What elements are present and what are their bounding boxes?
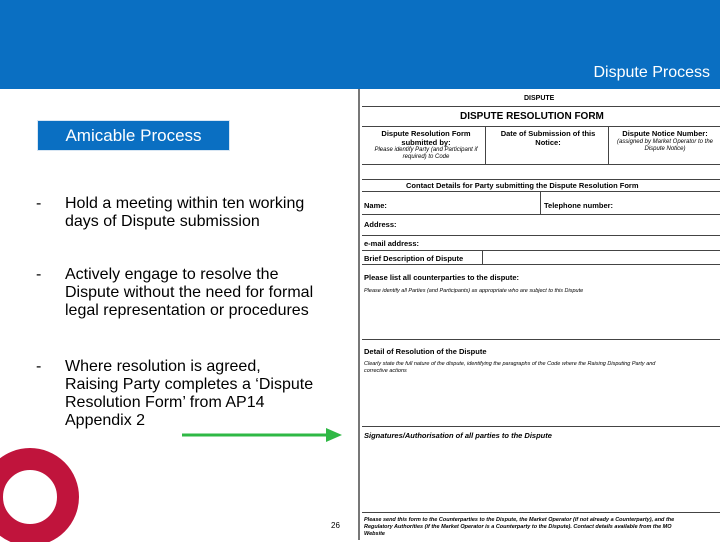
form-top-label: DISPUTE: [524, 95, 555, 102]
header-bar: [0, 0, 720, 89]
bullet-line: Appendix 2: [65, 412, 146, 429]
form-footer: Please send this form to the Counterparties to the Dispute, the Market Operator (if not already a Counterparty), and the Regulatory Authorities (if the Market Operator is a Counterparty to the Dispute). Contact details available from the MO Website: [364, 517, 675, 537]
bullet-text: [65, 195, 343, 231]
counterparties-label: Please list all counterparties to the dispute:: [364, 273, 520, 282]
signatures-heading: Signatures/Authorisation of all parties to the Dispute: [364, 431, 552, 440]
col2-title: Date of Submission of this Notice:: [500, 129, 596, 147]
col3-note: (assigned by Market Operator to the Dispute Notice): [616, 139, 714, 152]
brief-heading: Brief Description of Dispute: [364, 254, 464, 263]
bullet-marker: -: [36, 195, 42, 212]
counterparties-note: Please identify all Parties (and Participants) as appropriate who are subject to this Dispute: [364, 288, 584, 294]
form-title: DISPUTE RESOLUTION FORM: [460, 111, 604, 122]
section-tab: Amicable Process: [37, 120, 230, 151]
bullet-line: Actively engage to resolve the: [65, 266, 279, 283]
contact-heading: Contact Details for Party submitting the Dispute Resolution Form: [406, 181, 639, 190]
detail-note: Clearly state the full nature of the dispute, identifying the paragraphs of the Code where the Raising Disputing Party and corrective actions: [364, 361, 656, 374]
bullet-text: [65, 266, 343, 320]
address-label: Address:: [364, 220, 397, 229]
bullet-line: Hold a meeting within ten working: [65, 195, 305, 212]
name-label: Name:: [364, 201, 387, 210]
col1-title: Dispute Resolution Form submitted by:: [381, 129, 471, 147]
bullet-line: Where resolution is agreed,: [65, 358, 261, 375]
bullet-line: Resolution Form’ from AP14: [65, 394, 265, 411]
bullet-text: [65, 358, 343, 430]
col1-note: Please identify Party (and Participant if required) to Code: [374, 147, 478, 160]
right-arrow-icon: [180, 426, 350, 444]
dispute-resolution-form: [358, 89, 720, 540]
bullet-marker: -: [36, 266, 42, 283]
bullet-line: Raising Party completes a ‘Dispute: [65, 376, 314, 393]
phone-label: Telephone number:: [544, 201, 614, 210]
bullet-line: Dispute without the need for formal: [65, 284, 314, 301]
detail-heading: Detail of Resolution of the Dispute: [364, 347, 487, 356]
email-label: e-mail address:: [364, 239, 420, 248]
bullet-marker: -: [36, 358, 42, 375]
bullet-line: legal representation or procedures: [65, 302, 309, 319]
page-number: 26: [331, 521, 340, 530]
col3-title: Dispute Notice Number:: [622, 129, 708, 138]
page-title: Dispute Process: [593, 64, 710, 81]
bullet-line: days of Dispute submission: [65, 213, 260, 230]
company-logo-icon: [0, 442, 80, 542]
